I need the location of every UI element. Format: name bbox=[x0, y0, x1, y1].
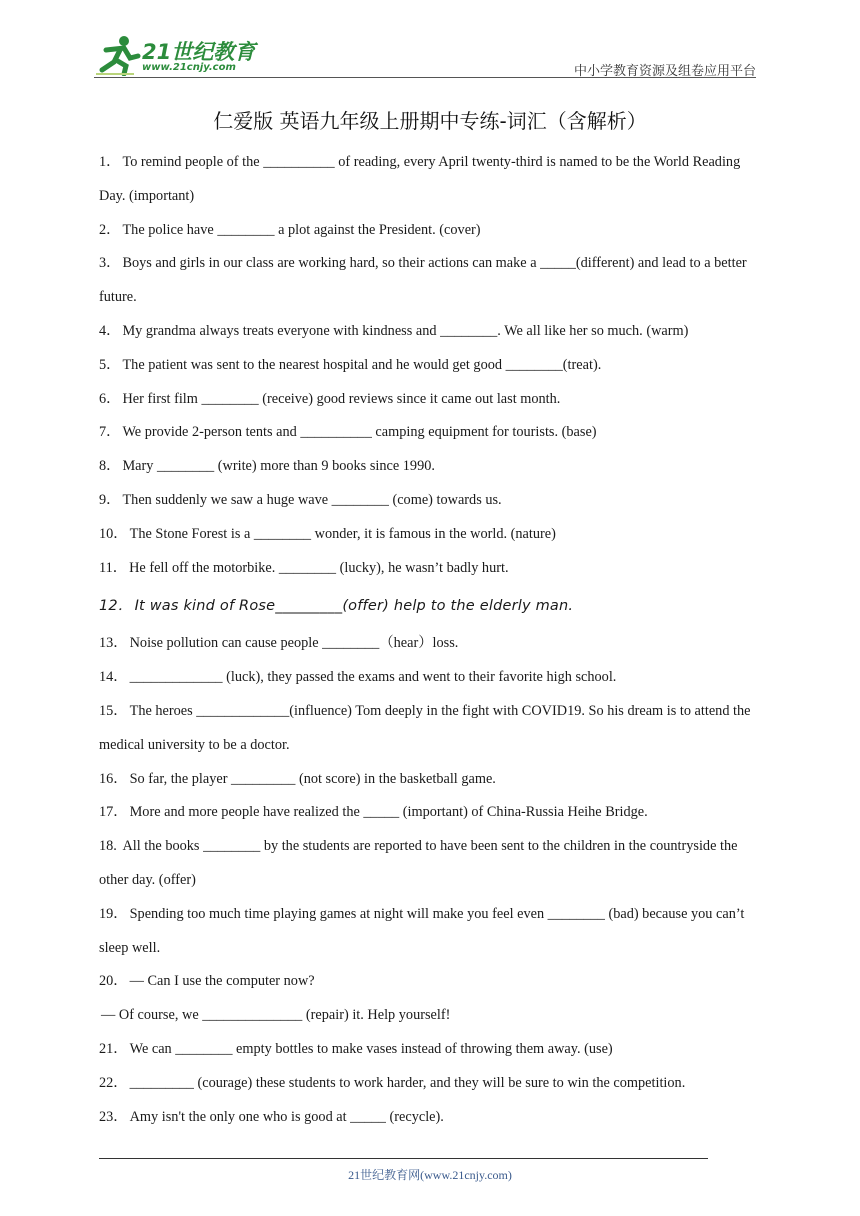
question-number: 13． bbox=[99, 635, 128, 652]
question-item bbox=[99, 214, 767, 248]
site-logo[interactable] bbox=[94, 34, 264, 78]
question-number: 1． bbox=[99, 154, 121, 170]
question-item bbox=[99, 661, 767, 695]
question-text: Then suddenly we saw a huge wave ________ (come) towards us. bbox=[122, 491, 502, 508]
question-text: All the books ________ by the students are reported to have been sent to the children in the countryside the other day. (offer) bbox=[99, 838, 738, 888]
question-number: 7． bbox=[99, 424, 121, 441]
question-item bbox=[99, 383, 767, 417]
question-item bbox=[99, 898, 767, 966]
question-text: The heroes _____________(influence) Tom deeply in the fight with COVID19. So his dream is to attend the medical university to be a doctor. bbox=[99, 702, 751, 753]
question-item bbox=[99, 416, 767, 450]
question-number: 23． bbox=[99, 1108, 128, 1125]
question-text: So far, the player _________ (not score) in the basketball game. bbox=[129, 770, 496, 787]
question-number: 9． bbox=[99, 491, 121, 508]
question-text: Her first film ________ (receive) good reviews since it came out last month. bbox=[122, 390, 561, 407]
footer-link[interactable]: 21世纪教育网(www.21cnjy.com) bbox=[348, 1168, 512, 1182]
question-item bbox=[99, 146, 767, 214]
platform-label: 中小学教育资源及组卷应用平台 bbox=[573, 64, 756, 79]
question-text: My grandma always treats everyone with kindness and ________. We all like her so much. (warm) bbox=[122, 322, 689, 339]
logo-url: www.21cnjy.com bbox=[142, 62, 236, 73]
question-number: 16． bbox=[99, 770, 128, 787]
question-text: More and more people have realized the _____ (important) of China-Russia Heihe Bridge. bbox=[129, 804, 648, 821]
question-number: 20． bbox=[99, 973, 128, 990]
question-number: 22． bbox=[99, 1074, 128, 1091]
question-number: 3． bbox=[99, 255, 121, 272]
question-number: 10． bbox=[99, 525, 128, 542]
question-text: To remind people of the __________ of reading, every April twenty-third is named to be the World Reading Day. (important) bbox=[99, 154, 741, 204]
question-item bbox=[99, 965, 767, 999]
question-item bbox=[99, 627, 767, 661]
question-number: 12． bbox=[99, 598, 133, 615]
question-item bbox=[99, 763, 767, 797]
question-item bbox=[99, 349, 767, 383]
footer-divider bbox=[99, 1158, 708, 1159]
question-item bbox=[99, 518, 767, 552]
question-number: 17． bbox=[99, 804, 128, 821]
question-number: 5． bbox=[99, 356, 121, 373]
question-text: He fell off the motorbike. ________ (lucky), he wasn’t badly hurt. bbox=[129, 559, 509, 576]
question-item bbox=[99, 552, 767, 586]
question-item bbox=[99, 1067, 767, 1101]
question-number: 19． bbox=[99, 905, 128, 922]
question-item bbox=[99, 830, 767, 898]
question-number: 11． bbox=[99, 559, 128, 576]
question-number: 18. bbox=[99, 838, 121, 855]
question-text: We can ________ empty bottles to make vases instead of throwing them away. (use) bbox=[129, 1040, 613, 1057]
question-text: Boys and girls in our class are working hard, so their actions can make a _____(different) and lead to a better future. bbox=[99, 255, 747, 306]
question-item bbox=[99, 999, 767, 1033]
question-item bbox=[99, 695, 767, 763]
runner-icon bbox=[94, 34, 142, 76]
question-number: 4． bbox=[99, 322, 121, 339]
question-text: The police have ________ a plot against the President. (cover) bbox=[122, 221, 481, 238]
question-item bbox=[99, 796, 767, 830]
header-divider bbox=[94, 77, 756, 78]
question-number: 6． bbox=[99, 390, 121, 407]
question-number: 21． bbox=[99, 1040, 128, 1057]
question-text: The Stone Forest is a ________ wonder, it is famous in the world. (nature) bbox=[129, 525, 556, 542]
question-text: Spending too much time playing games at night will make you feel even ________ (bad) because you can’t sleep well. bbox=[99, 905, 745, 956]
question-text: _________ (courage) these students to work harder, and they will be sure to win the competition. bbox=[129, 1074, 686, 1091]
question-text: _____________ (luck), they passed the exams and went to their favorite high school. bbox=[129, 669, 617, 686]
question-item bbox=[99, 450, 767, 484]
question-number: 14． bbox=[99, 669, 128, 686]
logo-text: 21世纪教育 bbox=[142, 40, 256, 64]
question-item bbox=[99, 1101, 767, 1135]
question-number: 2． bbox=[99, 221, 121, 238]
question-text: Mary ________ (write) more than 9 books since 1990. bbox=[122, 458, 435, 475]
question-text: — Can I use the computer now? bbox=[129, 973, 315, 990]
question-number: 15． bbox=[99, 702, 128, 719]
question-text: — Of course, we ______________ (repair) it. Help yourself! bbox=[101, 1007, 451, 1024]
question-text: It was kind of Rose_________(offer) help to the elderly man. bbox=[134, 598, 574, 615]
question-text: Amy isn't the only one who is good at _____ (recycle). bbox=[129, 1108, 444, 1125]
question-text: Noise pollution can cause people ________（hear）loss. bbox=[129, 635, 459, 652]
question-text: The patient was sent to the nearest hospital and he would get good ________(treat). bbox=[122, 356, 602, 373]
question-item bbox=[99, 247, 767, 315]
question-text: We provide 2-person tents and __________ camping equipment for tourists. (base) bbox=[122, 424, 597, 441]
question-item bbox=[99, 585, 767, 627]
question-item bbox=[99, 315, 767, 349]
page-title: 仁爱版 英语九年级上册期中专练-词汇（含解析） bbox=[213, 109, 647, 133]
question-list bbox=[99, 146, 767, 1134]
question-item bbox=[99, 484, 767, 518]
page-header bbox=[0, 0, 860, 80]
question-item bbox=[99, 1033, 767, 1067]
question-number: 8． bbox=[99, 458, 121, 475]
